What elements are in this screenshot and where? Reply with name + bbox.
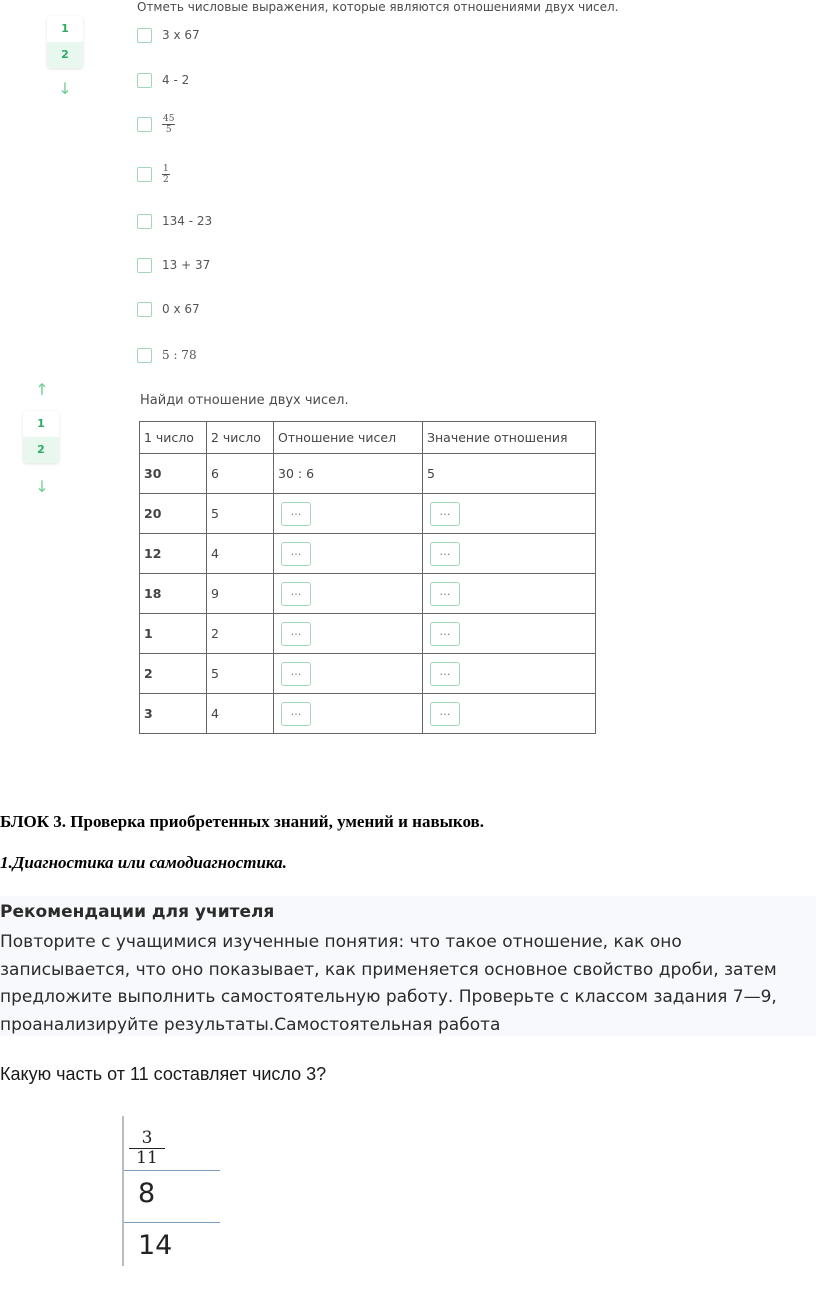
table-row (140, 574, 596, 614)
answer-option-1[interactable] (124, 1129, 220, 1168)
task2-page-2[interactable]: 2 (23, 437, 59, 463)
checkbox[interactable] (137, 302, 152, 317)
task1-page-2[interactable]: 2 (47, 42, 83, 68)
option-fraction (162, 114, 175, 135)
task2-title: Найди отношение двух чисел. (140, 393, 349, 408)
task2-arrow-down-icon[interactable]: ↓ (35, 477, 49, 496)
table-row (140, 454, 596, 494)
ratio-input[interactable]: … (281, 702, 311, 726)
answer-options (122, 1116, 220, 1266)
header-first-number: 1 число (140, 422, 207, 454)
option-label: 5 : 78 (162, 348, 197, 362)
option-label: 13 + 37 (162, 258, 211, 272)
cell-ratio (274, 494, 423, 534)
checkbox[interactable] (137, 214, 152, 229)
cell-ratio (274, 654, 423, 694)
cell-ratio (274, 534, 423, 574)
table-header-row (140, 422, 596, 454)
cell-first-number: 30 (140, 454, 207, 494)
answer-label: 14 (138, 1230, 173, 1261)
cell-ratio-value: 5 (423, 454, 596, 494)
ratio-table (139, 421, 596, 734)
value-input[interactable]: … (430, 622, 460, 646)
value-input[interactable]: … (430, 502, 460, 526)
header-ratio: Отношение чисел (274, 422, 423, 454)
ratio-input[interactable]: … (281, 502, 311, 526)
cell-second-number: 9 (207, 574, 274, 614)
option-3[interactable] (137, 114, 175, 134)
answer-option-2[interactable] (124, 1178, 220, 1209)
cell-ratio-value (423, 534, 596, 574)
ratio-input[interactable]: … (281, 582, 311, 606)
checkbox[interactable] (137, 28, 152, 43)
table-row (140, 494, 596, 534)
answer-fraction (126, 1129, 168, 1168)
cell-ratio-value (423, 614, 596, 654)
option-label: 4 - 2 (162, 73, 190, 87)
block-heading: БЛОК 3. Проверка приобретенных знаний, умений и навыков. (0, 812, 484, 831)
cell-first-number: 2 (140, 654, 207, 694)
option-7[interactable] (137, 299, 200, 319)
option-label: 3 х 67 (162, 28, 200, 42)
value-input[interactable]: … (430, 662, 460, 686)
table-row (140, 614, 596, 654)
diagnostics-subheading: 1.Диагностика или самодиагностика. (0, 853, 287, 872)
task2-page-1[interactable]: 1 (37, 417, 45, 430)
answer-label: 8 (138, 1178, 156, 1209)
checkbox[interactable] (137, 167, 152, 182)
cell-second-number: 4 (207, 694, 274, 734)
fraction-numerator: 45 (163, 113, 175, 124)
cell-second-number: 5 (207, 654, 274, 694)
ratio-input[interactable]: … (281, 662, 311, 686)
fraction-denominator: 11 (136, 1148, 158, 1168)
cell-ratio-value (423, 654, 596, 694)
task1-arrow-down-icon[interactable]: ↓ (58, 79, 72, 98)
fraction-denominator: 5 (165, 124, 172, 135)
answer-divider (124, 1170, 220, 1171)
cell-second-number: 5 (207, 494, 274, 534)
recommendation-title: Рекомендации для учителя (0, 902, 275, 922)
fraction-denominator: 2 (163, 174, 169, 185)
question-text: Какую часть от 11 составляет число 3? (0, 1064, 327, 1084)
checkbox[interactable] (137, 258, 152, 273)
cell-ratio-value (423, 574, 596, 614)
table-row (140, 694, 596, 734)
cell-ratio-value (423, 494, 596, 534)
task1-pager (47, 16, 83, 68)
value-input[interactable]: … (430, 702, 460, 726)
option-8[interactable] (137, 345, 197, 365)
value-input[interactable]: … (430, 542, 460, 566)
header-second-number: 2 число (207, 422, 274, 454)
cell-first-number: 12 (140, 534, 207, 574)
cell-ratio (274, 574, 423, 614)
cell-first-number: 18 (140, 574, 207, 614)
cell-first-number: 3 (140, 694, 207, 734)
task2-pager (23, 411, 59, 463)
checkbox[interactable] (137, 348, 152, 363)
answer-divider (124, 1222, 220, 1223)
table-row (140, 534, 596, 574)
option-label: 0 х 67 (162, 302, 200, 316)
cell-first-number: 20 (140, 494, 207, 534)
fraction-numerator: 3 (129, 1129, 165, 1149)
header-ratio-value: Значение отношения (423, 422, 596, 454)
value-input[interactable]: … (430, 582, 460, 606)
cell-second-number: 6 (207, 454, 274, 494)
option-2[interactable] (137, 70, 189, 90)
cell-second-number: 4 (207, 534, 274, 574)
option-1[interactable] (137, 25, 200, 45)
checkbox[interactable] (137, 117, 152, 132)
task1-title: Отметь числовые выражения, которые являются отношениями двух чисел. (137, 0, 619, 14)
fraction-numerator: 1 (163, 163, 169, 174)
answer-option-3[interactable] (124, 1230, 220, 1261)
table-row (140, 654, 596, 694)
option-4[interactable] (137, 164, 170, 184)
ratio-input[interactable]: … (281, 542, 311, 566)
option-fraction (162, 164, 170, 185)
cell-second-number: 2 (207, 614, 274, 654)
cell-ratio-value (423, 694, 596, 734)
option-6[interactable] (137, 255, 210, 275)
checkbox[interactable] (137, 73, 152, 88)
cell-ratio (274, 614, 423, 654)
ratio-input[interactable]: … (281, 622, 311, 646)
cell-ratio: 30 : 6 (274, 454, 423, 494)
task1-page-1[interactable]: 1 (61, 22, 69, 35)
cell-first-number: 1 (140, 614, 207, 654)
task2-arrow-up-icon[interactable]: ↑ (35, 380, 49, 399)
option-label: 134 - 23 (162, 214, 213, 228)
option-5[interactable] (137, 211, 212, 231)
recommendation-text: Повторите с учащимися изученные понятия: что такое отношение, как оно записывается, что оно показывает, как применяется основное свойство дроби, затем предложите выполнить самостоятельную работу. Проверьте с классом задания 7—9, проанализируйте результаты.Самостоятельная работа (0, 932, 777, 1035)
cell-ratio (274, 694, 423, 734)
